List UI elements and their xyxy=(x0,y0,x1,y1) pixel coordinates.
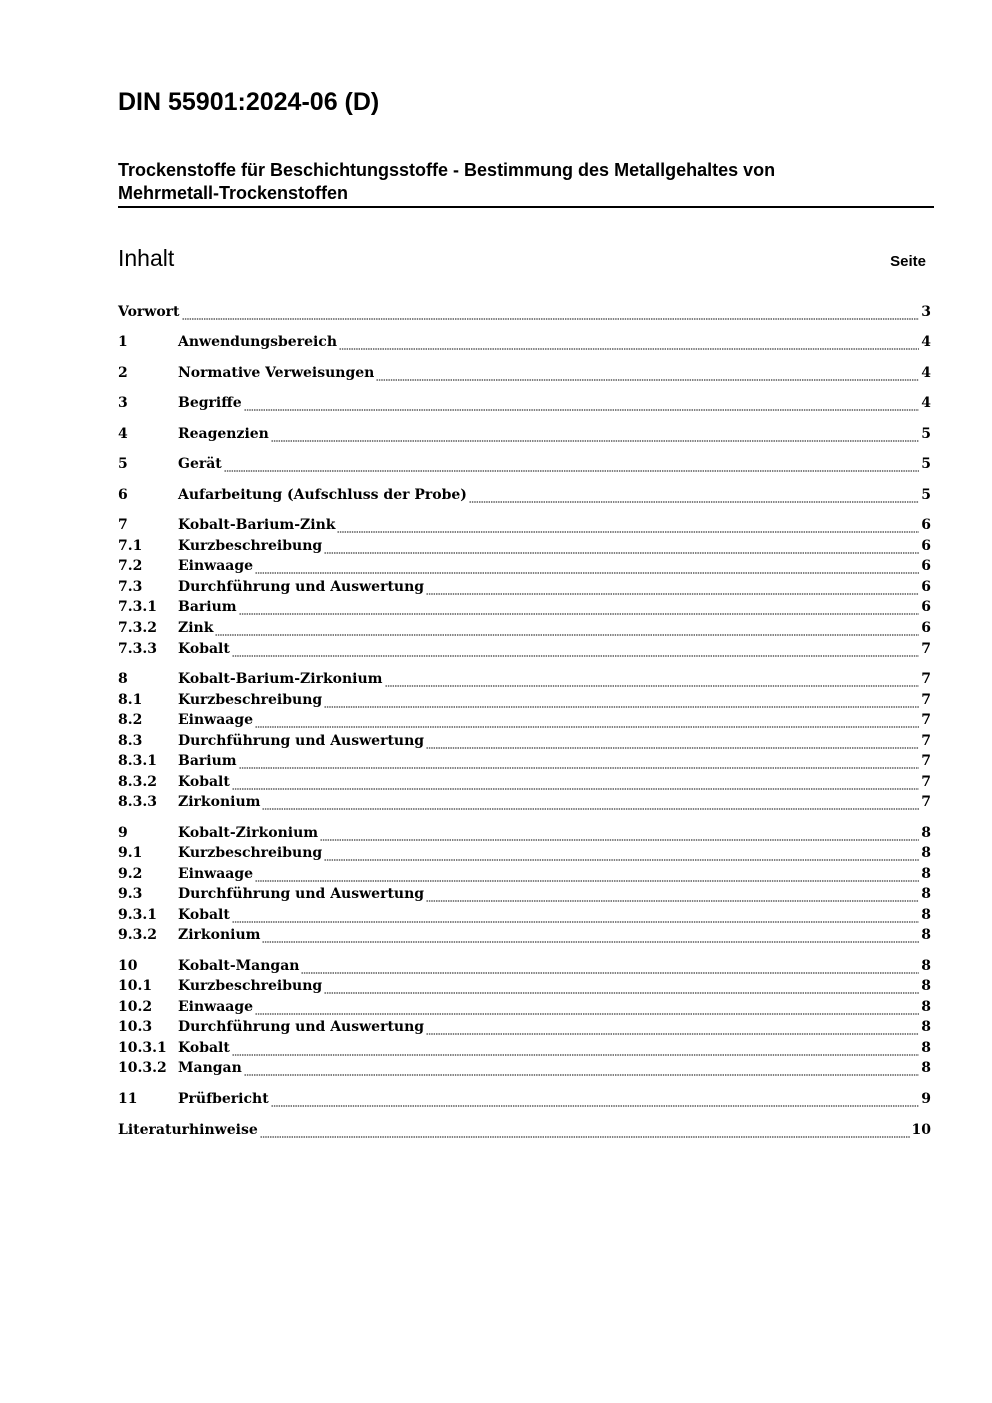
toc-entry-label: Kurzbeschreibung xyxy=(178,692,323,708)
toc-dot-leader xyxy=(182,316,920,322)
toc-entry-label: Einwaage xyxy=(178,558,254,574)
toc-entry-page: 10 xyxy=(911,1122,931,1138)
toc-entry-label: Mangan xyxy=(178,1060,242,1076)
toc-entry-label: Durchführung und Auswertung xyxy=(178,886,425,902)
toc-entry-page: 7 xyxy=(921,794,931,810)
toc-entry-label: Literaturhinweise xyxy=(118,1122,258,1138)
toc-entry-number: 9.3.2 xyxy=(118,927,157,943)
toc-dot-leader xyxy=(426,898,919,904)
toc-entry-page: 6 xyxy=(921,599,931,615)
toc-entry-page: 3 xyxy=(921,304,931,320)
toc-entry-page: 8 xyxy=(921,958,931,974)
toc-entry[interactable] xyxy=(118,1089,931,1109)
toc-dot-leader xyxy=(224,468,919,474)
toc-dot-leader xyxy=(244,407,920,413)
toc-entry-page: 7 xyxy=(921,753,931,769)
toc-entry[interactable] xyxy=(118,823,931,843)
toc-entry[interactable] xyxy=(118,669,931,689)
toc-page-column-header: Seite xyxy=(890,253,926,270)
toc-dot-leader xyxy=(426,1031,919,1037)
toc-entry-label: Kobalt xyxy=(178,774,230,790)
toc-entry-page: 6 xyxy=(921,517,931,533)
document-title-line-2: Mehrmetall-Trockenstoffen xyxy=(118,183,349,203)
toc-entry-label: Kobalt-Barium-Zink xyxy=(178,517,336,533)
toc-entry[interactable] xyxy=(118,905,931,925)
toc-dot-leader xyxy=(469,499,919,505)
toc-header xyxy=(118,245,926,272)
toc-entry-label: Kurzbeschreibung xyxy=(178,978,323,994)
toc-entry-label: Kobalt xyxy=(178,1040,230,1056)
toc-entry-label: Kurzbeschreibung xyxy=(178,845,323,861)
toc-dot-leader xyxy=(215,632,919,638)
toc-entry-page: 6 xyxy=(921,620,931,636)
toc-dot-leader xyxy=(271,438,919,444)
toc-dot-leader xyxy=(262,806,919,812)
toc-entry-page: 8 xyxy=(921,845,931,861)
toc-entry[interactable] xyxy=(118,843,931,863)
toc-entry-number: 6 xyxy=(118,487,128,503)
toc-dot-leader xyxy=(324,990,919,996)
toc-dot-leader xyxy=(232,653,919,659)
toc-entry-label: Reagenzien xyxy=(178,426,269,442)
toc-entry-label: Zirkonium xyxy=(178,927,261,943)
toc-entry[interactable] xyxy=(118,302,931,322)
toc-entry-page: 4 xyxy=(921,334,931,350)
toc-entry-number: 8.3 xyxy=(118,733,143,749)
toc-entry-label: Kobalt-Barium-Zirkonium xyxy=(178,671,383,687)
toc-entry-label: Gerät xyxy=(178,456,222,472)
document-title xyxy=(118,159,934,208)
toc-entry-label: Normative Verweisungen xyxy=(178,365,375,381)
toc-entry[interactable] xyxy=(118,976,931,996)
document-title-line-1: Trockenstoffe für Beschichtungsstoffe - Bestimmung des Metallgehaltes von xyxy=(118,160,776,180)
toc-entry[interactable] xyxy=(118,1120,931,1140)
toc-entry-label: Zink xyxy=(178,620,214,636)
toc-entry-number: 1 xyxy=(118,334,128,350)
toc-entry[interactable] xyxy=(118,864,931,884)
toc-entry-number: 8.2 xyxy=(118,712,143,728)
toc-entry[interactable] xyxy=(118,393,931,413)
toc-entry[interactable] xyxy=(118,454,931,474)
toc-entry-label: Anwendungsbereich xyxy=(178,334,337,350)
toc-dot-leader xyxy=(255,570,919,576)
toc-entry-page: 8 xyxy=(921,866,931,882)
toc-entry-number: 3 xyxy=(118,395,128,411)
toc-dot-leader xyxy=(239,611,920,617)
toc-entry-label: Aufarbeitung (Aufschluss der Probe) xyxy=(178,487,467,503)
toc-entry-number: 7.3.1 xyxy=(118,599,157,615)
toc-entry-number: 4 xyxy=(118,426,128,442)
toc-entry[interactable] xyxy=(118,772,931,792)
document-id: DIN 55901:2024-06 (D) xyxy=(118,88,380,116)
toc-entry-number: 7.3.2 xyxy=(118,620,157,636)
toc-entry[interactable] xyxy=(118,751,931,771)
toc-entry-page: 7 xyxy=(921,671,931,687)
toc-entry-number: 7.2 xyxy=(118,558,143,574)
toc-entry-page: 4 xyxy=(921,365,931,381)
toc-entry[interactable] xyxy=(118,1038,931,1058)
toc-entry-number: 8.3.2 xyxy=(118,774,157,790)
toc-entry-label: Kobalt xyxy=(178,907,230,923)
toc-entry-page: 6 xyxy=(921,538,931,554)
toc-entry-label: Einwaage xyxy=(178,712,254,728)
toc-entry-number: 10.3.2 xyxy=(118,1060,167,1076)
toc-entry[interactable] xyxy=(118,639,931,659)
toc-entry-label: Durchführung und Auswertung xyxy=(178,579,425,595)
toc-entry-label: Zirkonium xyxy=(178,794,261,810)
toc-entry-number: 11 xyxy=(118,1091,138,1107)
toc-entry[interactable] xyxy=(118,710,931,730)
toc-entry-page: 7 xyxy=(921,712,931,728)
toc-entry-label: Durchführung und Auswertung xyxy=(178,1019,425,1035)
toc-entry-page: 7 xyxy=(921,641,931,657)
toc-entry-number: 7.3.3 xyxy=(118,641,157,657)
toc-entry-page: 7 xyxy=(921,774,931,790)
toc-entry-page: 8 xyxy=(921,1060,931,1076)
toc-dot-leader xyxy=(339,346,919,352)
toc-dot-leader xyxy=(385,683,920,689)
toc-entry-label: Kurzbeschreibung xyxy=(178,538,323,554)
toc-entry-number: 9.1 xyxy=(118,845,143,861)
toc-entry-label: Kobalt-Zirkonium xyxy=(178,825,319,841)
toc-entry-page: 8 xyxy=(921,886,931,902)
toc-entry-label: Barium xyxy=(178,599,237,615)
toc-entry[interactable] xyxy=(118,485,931,505)
toc-entry-page: 4 xyxy=(921,395,931,411)
toc-entry-page: 7 xyxy=(921,733,931,749)
toc-dot-leader xyxy=(324,857,919,863)
toc-entry-number: 5 xyxy=(118,456,128,472)
toc-entry-number: 8 xyxy=(118,671,128,687)
toc-entry-number: 10.3.1 xyxy=(118,1040,167,1056)
toc-entry[interactable] xyxy=(118,1058,931,1078)
toc-entry-page: 8 xyxy=(921,1040,931,1056)
toc-entry-number: 9.2 xyxy=(118,866,143,882)
toc-entry-number: 10.1 xyxy=(118,978,153,994)
toc-entry-page: 6 xyxy=(921,579,931,595)
toc-dot-leader xyxy=(260,1134,910,1140)
toc-entry-label: Kobalt xyxy=(178,641,230,657)
toc-entry[interactable] xyxy=(118,956,931,976)
toc-entry-page: 5 xyxy=(921,487,931,503)
toc-dot-leader xyxy=(271,1103,920,1109)
toc-entry-page: 8 xyxy=(921,907,931,923)
toc-entry[interactable] xyxy=(118,731,931,751)
toc-entry[interactable] xyxy=(118,792,931,812)
toc-entry-number: 9 xyxy=(118,825,128,841)
toc-entry-page: 8 xyxy=(921,978,931,994)
toc-entry[interactable] xyxy=(118,997,931,1017)
toc-entry-number: 7 xyxy=(118,517,128,533)
toc-entry-page: 7 xyxy=(921,692,931,708)
toc-dot-leader xyxy=(337,529,919,535)
toc-entry-page: 8 xyxy=(921,927,931,943)
toc-entry-page: 5 xyxy=(921,456,931,472)
toc-entry-label: Kobalt-Mangan xyxy=(178,958,300,974)
toc-entry-page: 8 xyxy=(921,1019,931,1035)
toc-entry-label: Begriffe xyxy=(178,395,242,411)
toc-heading: Inhalt xyxy=(118,245,175,271)
toc-entry-number: 10.3 xyxy=(118,1019,153,1035)
toc-entry[interactable] xyxy=(118,556,931,576)
toc-entry-label: Einwaage xyxy=(178,866,254,882)
toc-entry-label: Durchführung und Auswertung xyxy=(178,733,425,749)
toc-entry[interactable] xyxy=(118,597,931,617)
toc-entry[interactable] xyxy=(118,925,931,945)
toc-entry-page: 5 xyxy=(921,426,931,442)
toc-entry-number: 10 xyxy=(118,958,138,974)
toc-entry-number: 9.3 xyxy=(118,886,143,902)
toc-entry[interactable] xyxy=(118,884,931,904)
toc-entry-number: 8.3.3 xyxy=(118,794,157,810)
toc-dot-leader xyxy=(244,1072,919,1078)
toc-entry[interactable] xyxy=(118,536,931,556)
toc-entry-number: 10.2 xyxy=(118,999,153,1015)
toc-entry-label: Einwaage xyxy=(178,999,254,1015)
toc-entry-number: 7.1 xyxy=(118,538,143,554)
toc-entry[interactable] xyxy=(118,1017,931,1037)
toc-entry-number: 2 xyxy=(118,365,128,381)
toc-entry[interactable] xyxy=(118,363,931,383)
toc-entry[interactable] xyxy=(118,577,931,597)
toc-entry-label: Barium xyxy=(178,753,237,769)
toc-entry[interactable] xyxy=(118,690,931,710)
toc-entry[interactable] xyxy=(118,424,931,444)
toc-entry-number: 7.3 xyxy=(118,579,143,595)
toc-entry-page: 9 xyxy=(921,1091,931,1107)
toc-entry-label: Vorwort xyxy=(118,304,180,320)
toc-entry[interactable] xyxy=(118,618,931,638)
toc-dot-leader xyxy=(376,377,919,383)
toc-dot-leader xyxy=(239,765,920,771)
toc-entry-page: 8 xyxy=(921,999,931,1015)
toc-entry-number: 8.3.1 xyxy=(118,753,157,769)
toc-dot-leader xyxy=(255,724,919,730)
toc-entry-page: 8 xyxy=(921,825,931,841)
toc-entry-number: 9.3.1 xyxy=(118,907,157,923)
toc-entry[interactable] xyxy=(118,515,931,535)
toc-dot-leader xyxy=(262,939,919,945)
toc-entry-number: 8.1 xyxy=(118,692,143,708)
toc-entry-page: 6 xyxy=(921,558,931,574)
toc-entry-label: Prüfbericht xyxy=(178,1091,269,1107)
toc-entry[interactable] xyxy=(118,332,931,352)
